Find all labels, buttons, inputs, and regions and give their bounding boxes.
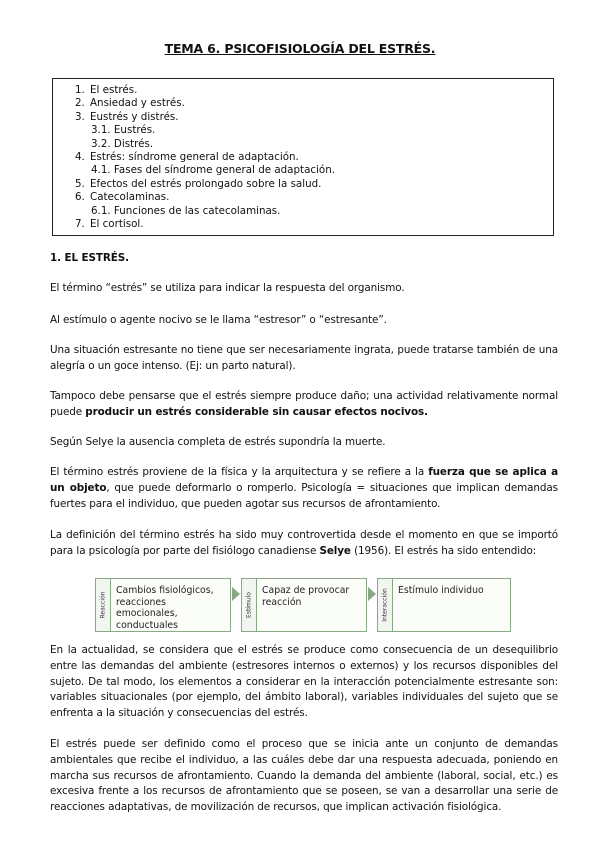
toc-item — [75, 164, 553, 177]
toc-item — [75, 191, 553, 204]
diagram-box-stimulus-text: Capaz de provocar reacción — [262, 585, 350, 608]
diagram-box-interaction-tab — [378, 579, 393, 631]
diagram-box-reaction-tab — [96, 579, 111, 631]
toc-item-label: El estrés. — [90, 84, 138, 96]
paragraph-1: El término “estrés” se utiliza para indicar la respuesta del organismo. — [50, 282, 405, 294]
toc-item — [75, 111, 553, 124]
paragraph-4-bold: producir un estrés considerable sin causar efectos nocivos. — [85, 405, 428, 418]
toc-item-label: Ansiedad y estrés. — [90, 97, 185, 110]
toc-item-number: 2. — [75, 97, 85, 110]
toc-item-label: 3.1. Eustrés. — [91, 124, 156, 137]
paragraph-5: Según Selye la ausencia completa de estrés supondría la muerte. — [50, 436, 386, 448]
diagram-arrow-1 — [232, 587, 240, 601]
document-title: TEMA 6. PSICOFISIOLOGÍA DEL ESTRÉS. — [164, 41, 436, 56]
paragraph-9: El estrés puede ser definido como el proceso que se inicia ante un conjunto de demandas ambientales que recibe el individuo, a las cuáles debe dar una respuesta adecuada, poniendo en marcha sus recursos de afrontamiento. Cuando la demanda del ambiente (laboral, social, etc.) es excesiva frente a los recursos de afrontamiento que se poseen, se van a desarrollar una serie de reacciones adaptativas, de movilización de recursos, que implican activación fisiológica. — [50, 738, 558, 814]
diagram-box-reaction-tab-label: Reacción — [99, 591, 107, 619]
diagram-box-reaction — [95, 578, 231, 632]
toc-item-number: 7. — [75, 218, 85, 231]
toc-item — [75, 218, 553, 231]
toc-item-number: 4. — [75, 151, 85, 164]
diagram-box-interaction-tab-label: Interacción — [381, 588, 389, 622]
toc-item-number: 6. — [75, 191, 85, 204]
paragraph-4-text: Tampoco debe pensarse que el estrés siempre produce daño; una actividad relativamente normal puede — [50, 390, 558, 418]
table-of-contents — [52, 78, 554, 236]
diagram-arrow-2 — [368, 587, 376, 601]
paragraph-2: Al estímulo o agente nocivo se le llama “estresor” o “estresante”. — [50, 314, 387, 326]
toc-item — [75, 151, 553, 164]
stress-definition-diagram — [95, 578, 511, 634]
toc-item-label: Efectos del estrés prolongado sobre la salud. — [90, 177, 322, 190]
paragraph-6-text-b: , que puede deformarlo o romperlo. Psicología = situaciones que implican demandas fuertes para el individuo, que pueden agotar sus recursos de afrontamiento. — [50, 481, 558, 510]
diagram-box-stimulus-tab-label: Estímulo — [245, 592, 253, 618]
section-heading: 1. EL ESTRÉS. — [50, 252, 130, 264]
toc-item-label: 3.2. Distrés. — [91, 137, 154, 150]
toc-item — [75, 124, 553, 137]
toc-item — [75, 97, 553, 110]
paragraph-7-bold: Selye — [319, 544, 351, 557]
toc-item-label: Catecolaminas. — [90, 191, 170, 204]
toc-item-number: 3. — [75, 110, 85, 123]
toc-item-label: Estrés: síndrome general de adaptación. — [90, 151, 299, 164]
paragraph-3: Una situación estresante no tiene que ser necesariamente ingrata, puede tratarse también de una alegría o un goce intenso. (Ej: un parto natural). — [50, 344, 558, 372]
paragraph-6-text-a: El término estrés proviene de la física y la arquitectura y se refiere a la — [50, 466, 429, 478]
paragraph-6-bold: fuerza que se aplica a un objeto — [50, 466, 558, 494]
paragraph-6 — [50, 465, 558, 512]
toc-item-number: 5. — [75, 177, 85, 190]
toc-item-label: 4.1. Fases del síndrome general de adaptación. — [91, 164, 335, 177]
toc-item — [75, 138, 553, 151]
toc-item — [75, 84, 553, 97]
paragraph-4 — [50, 389, 558, 421]
toc-item-label: 6.1. Funciones de las catecolaminas. — [91, 204, 281, 217]
diagram-box-stimulus-tab — [242, 579, 257, 631]
toc-item-number: 1. — [75, 84, 85, 96]
paragraph-7 — [50, 528, 558, 560]
toc-item — [75, 205, 553, 218]
paragraph-8: En la actualidad, se considera que el estrés se produce como consecuencia de un desequilibrio entre las demandas del ambiente (estresores internos o externos) y los recursos disponibles del sujeto. De tal modo, los elementos a considerar en la interacción potencialmente estresante son: variables situacionales (por ejemplo, del ámbito laboral), variables individuales del sujeto que se enfrenta a la situación y consecuencias del estrés. — [50, 644, 558, 720]
toc-item-label: Eustrés y distrés. — [90, 110, 179, 123]
diagram-box-interaction-text: Estímulo individuo — [398, 585, 484, 596]
toc-item-label: El cortisol. — [90, 218, 144, 231]
diagram-box-reaction-text: Cambios fisiológicos, reacciones emocionales, conductuales — [116, 585, 214, 631]
diagram-box-interaction — [377, 578, 511, 632]
toc-item — [75, 178, 553, 191]
diagram-box-stimulus — [241, 578, 367, 632]
paragraph-7-text-b: (1956). El estrés ha sido entendido: — [350, 544, 537, 557]
paragraph-7-text-a: La definición del término estrés ha sido muy controvertida desde el momento en que se importó para la psicología por parte del fisiólogo canadiense — [50, 529, 558, 557]
